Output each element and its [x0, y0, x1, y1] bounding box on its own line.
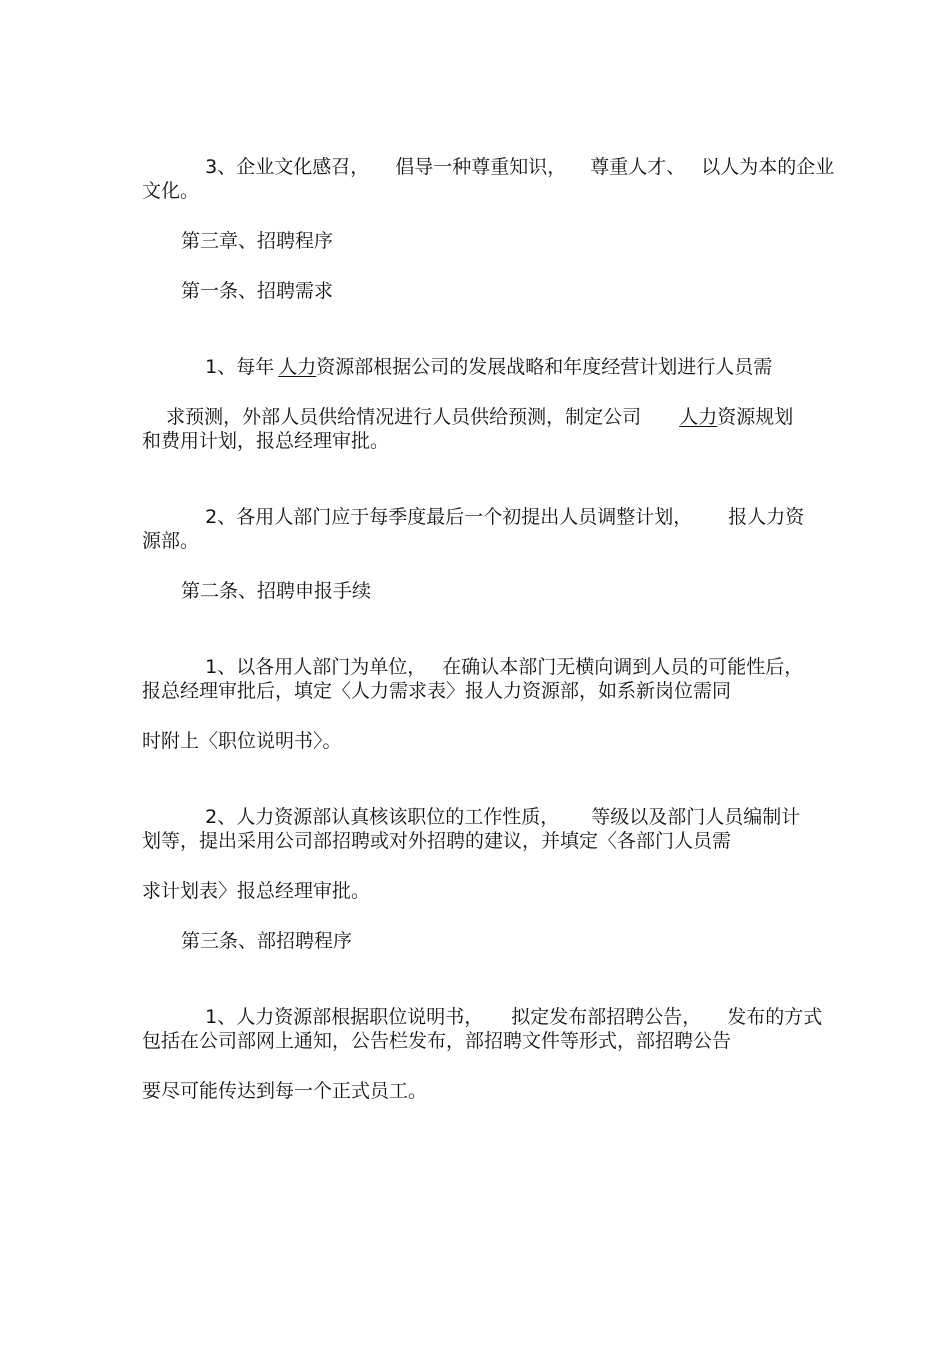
text-segment: 拟定发布部招聘公告， — [511, 1006, 702, 1028]
paragraph-line: 划等，提出采用公司部招聘或对外招聘的建议，并填定〈各部门人员需 — [142, 830, 732, 852]
paragraph-line: 源部。 — [142, 530, 200, 552]
paragraph-line: 求计划表〉报总经理审批。 — [142, 880, 371, 902]
paragraph-line: 时附上〈职位说明书〉。 — [142, 730, 342, 752]
text-segment: 发布的方式 — [727, 1006, 823, 1028]
paragraph-line: 文化。 — [142, 180, 200, 202]
article-heading: 第三条、部招聘程序 — [181, 930, 353, 952]
text-segment: 求预测，外部人员供给情况进行人员供给预测，制定公司 — [166, 406, 642, 428]
underlined-term: 人力 — [679, 406, 718, 428]
text-segment: 在确认本部门无横向调到人员的可能性后， — [442, 656, 804, 678]
paragraph-line: 包括在公司部网上通知，公告栏发布，部招聘文件等形式，部招聘公告 — [142, 1030, 732, 1052]
paragraph-line: 和费用计划，报总经理审批。 — [142, 430, 390, 452]
chapter-heading: 第三章、招聘程序 — [181, 230, 334, 252]
text-segment: 2、人力资源部认真核该职位的工作性质， — [205, 806, 560, 828]
text-segment: 3、企业文化感召， — [205, 156, 370, 178]
text-segment: 倡导一种尊重知识， — [395, 156, 567, 178]
text-segment: 1、以各用人部门为单位， — [205, 656, 427, 678]
text-segment: 1、每年 — [205, 356, 275, 378]
text-segment: 资源部根据公司的发展战略和年度经营计划进行人员需 — [316, 356, 773, 378]
article-heading: 第一条、招聘需求 — [181, 280, 334, 302]
text-segment: 尊重人才、 — [590, 156, 686, 178]
text-segment: 等级以及部门人员编制计 — [591, 806, 801, 828]
paragraph-line: 报总经理审批后，填定〈人力需求表〉报人力资源部，如系新岗位需同 — [142, 680, 732, 702]
paragraph-line: 要尽可能传达到每一个正式员工。 — [142, 1080, 428, 1102]
text-segment: 以人为本的企业 — [701, 156, 835, 178]
text-segment: 1、人力资源部根据职位说明书， — [205, 1006, 484, 1028]
article-heading: 第二条、招聘申报手续 — [181, 580, 372, 602]
underlined-term: 人力 — [278, 356, 317, 378]
text-segment: 报人力资 — [728, 506, 805, 528]
text-segment: 资源规划 — [717, 406, 794, 428]
text-segment: 2、各用人部门应于每季度最后一个初提出人员调整计划， — [205, 506, 693, 528]
